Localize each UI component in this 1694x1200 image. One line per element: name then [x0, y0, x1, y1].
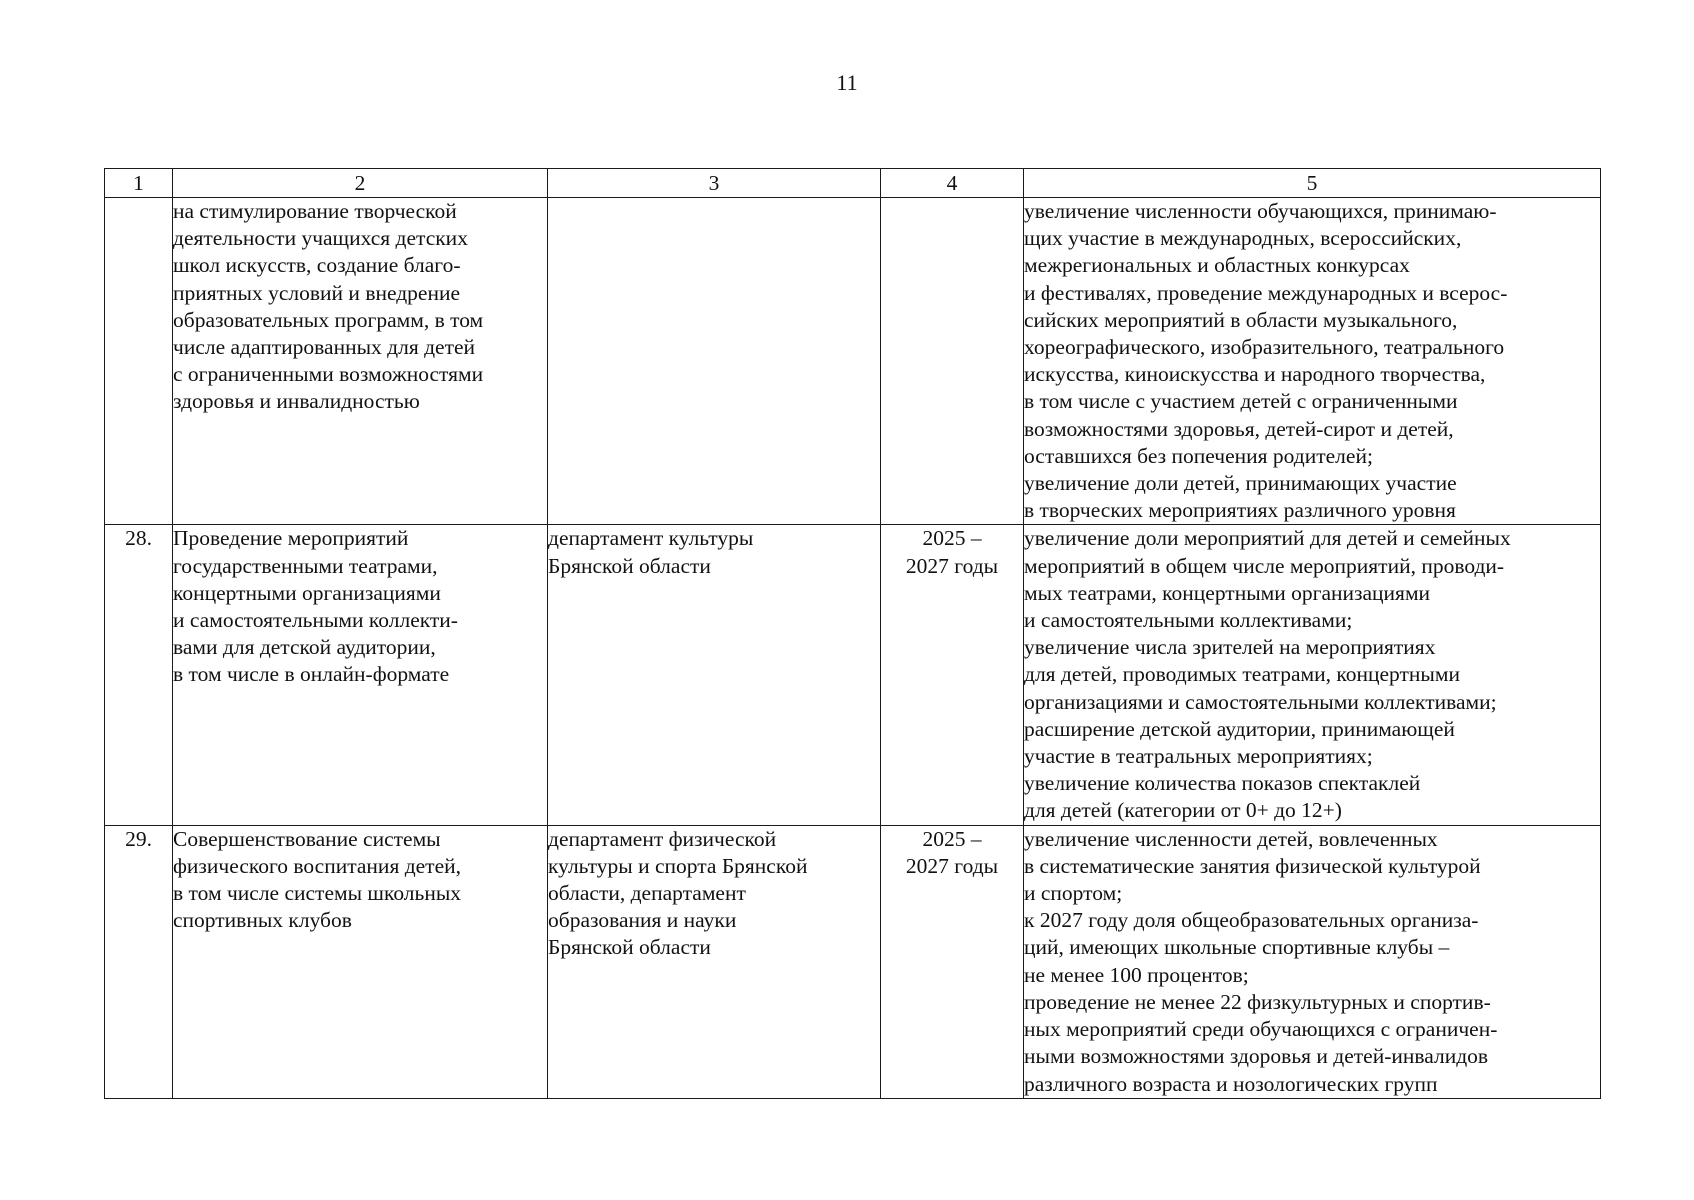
- result-cell-line: увеличение числа зрителей на мероприятиях: [1024, 635, 1436, 660]
- measure-cell-line: Совершенствование системы: [173, 826, 441, 851]
- result-cell-line: в систематические занятия физической культурой: [1024, 853, 1481, 878]
- result-cell-line: увеличение доли детей, принимающих участие: [1024, 471, 1457, 496]
- result-cell-line: увеличение количества показов спектаклей: [1024, 771, 1421, 796]
- measure-cell-line: на стимулирование творческой: [173, 199, 457, 223]
- period-cell-line: 2025 –: [922, 826, 982, 851]
- result-cell-line: оставшихся без попечения родителей;: [1024, 443, 1373, 468]
- executor-cell-line: культуры и спорта Брянской: [548, 853, 808, 878]
- result-cell-line: к 2027 году доля общеобразовательных организа-: [1024, 908, 1479, 933]
- measure-cell-line: в том числе системы школьных: [173, 881, 462, 906]
- period-cell: [881, 198, 1024, 525]
- row-number: 28.: [105, 525, 173, 825]
- result-cell-line: щих участие в международных, всероссийских,: [1024, 226, 1462, 251]
- executor-cell-line: Брянской области: [548, 553, 711, 578]
- measure-cell-line: с ограниченными возможностями: [173, 362, 484, 387]
- result-cell-line: и фестивалях, проведение международных и всерос-: [1024, 280, 1508, 305]
- result-cell-line: межрегиональных и областных конкурсах: [1024, 253, 1410, 278]
- result-cell-line: ными возможностями здоровья и детей-инвалидов: [1024, 1044, 1489, 1069]
- measure-cell-line: вами для детской аудитории,: [173, 635, 436, 660]
- result-cell-line: для детей, проводимых театрами, концертными: [1024, 662, 1460, 687]
- result-cell-line: увеличение численности детей, вовлеченных: [1024, 826, 1438, 851]
- row-number: 29.: [105, 825, 173, 1098]
- executor-cell: [548, 825, 881, 1098]
- header-col-3: 3: [548, 169, 881, 198]
- executor-cell-line: образования и науки: [548, 908, 737, 933]
- result-cell-line: ций, имеющих школьные спортивные клубы –: [1024, 935, 1450, 960]
- measure-cell: [173, 525, 548, 825]
- table-row: [105, 525, 1601, 825]
- result-cell-line: и спортом;: [1024, 881, 1123, 906]
- result-cell-line: возможностями здоровья, детей-сирот и детей,: [1024, 416, 1454, 441]
- result-cell: [1024, 525, 1601, 825]
- measure-cell-line: спортивных клубов: [173, 908, 352, 933]
- result-cell-line: мых театрами, концертными организациями: [1024, 580, 1431, 605]
- period-cell-line: 2027 годы: [905, 553, 999, 578]
- result-cell-line: ных мероприятий среди обучающихся с ограничен-: [1024, 1017, 1498, 1042]
- measure-cell-line: физического воспитания детей,: [173, 853, 462, 878]
- result-cell-line: хореографического, изобразительного, театрального: [1024, 335, 1505, 360]
- result-cell-line: для детей (категории от 0+ до 12+): [1024, 798, 1342, 823]
- table-row: [105, 198, 1601, 525]
- measure-cell-line: образовательных программ, в том: [173, 307, 484, 332]
- measures-table: [104, 168, 1601, 1099]
- executor-cell-line: области, департамент: [548, 881, 746, 906]
- executor-cell: [548, 198, 881, 525]
- executor-cell-line: Брянской области: [548, 935, 711, 960]
- result-cell-line: расширение детской аудитории, принимающей: [1024, 716, 1455, 741]
- header-col-2: 2: [173, 169, 548, 198]
- result-cell-line: увеличение численности обучающихся, принимаю-: [1024, 199, 1497, 223]
- executor-cell-line: департамент физической: [548, 826, 777, 851]
- result-cell-line: мероприятий в общем числе мероприятий, проводи-: [1024, 553, 1505, 578]
- measure-cell-line: концертными организациями: [173, 580, 441, 605]
- table-header: [105, 169, 1601, 198]
- result-cell-line: проведение не менее 22 физкультурных и спортив-: [1024, 989, 1491, 1014]
- period-cell: [881, 825, 1024, 1098]
- result-cell-line: искусства, киноискусства и народного творчества,: [1024, 362, 1486, 387]
- result-cell-line: участие в театральных мероприятиях;: [1024, 744, 1373, 769]
- period-cell-line: 2025 –: [922, 526, 982, 551]
- executor-cell-line: департамент культуры: [548, 526, 754, 551]
- measure-cell-line: и самостоятельными коллекти-: [173, 608, 458, 633]
- measure-cell-line: в том числе в онлайн-формате: [173, 662, 450, 687]
- result-cell: [1024, 825, 1601, 1098]
- result-cell-line: в творческих мероприятиях различного уровня: [1024, 498, 1456, 523]
- page-number: 11: [836, 70, 858, 95]
- result-cell-line: не менее 100 процентов;: [1024, 962, 1249, 987]
- measure-cell: [173, 825, 548, 1098]
- result-cell-line: различного возраста и нозологических групп: [1024, 1071, 1438, 1096]
- measure-cell-line: школ искусств, создание благо-: [173, 253, 461, 278]
- measure-cell-line: числе адаптированных для детей: [173, 335, 476, 360]
- measure-cell: [173, 198, 548, 525]
- measure-cell-line: здоровья и инвалидностью: [173, 389, 420, 414]
- measure-cell-line: приятных условий и внедрение: [173, 280, 461, 305]
- table-body: [105, 198, 1601, 1099]
- result-cell-line: и самостоятельными коллективами;: [1024, 608, 1353, 633]
- row-number: [105, 198, 173, 525]
- measure-cell-line: государственными театрами,: [173, 553, 438, 578]
- period-cell-line: 2027 годы: [905, 853, 999, 878]
- header-col-5: 5: [1024, 169, 1601, 198]
- measure-cell-line: деятельности учащихся детских: [173, 226, 468, 251]
- result-cell-line: организациями и самостоятельными коллективами;: [1024, 689, 1497, 714]
- table-row: [105, 825, 1601, 1098]
- header-col-4: 4: [881, 169, 1024, 198]
- header-row: [105, 169, 1601, 198]
- result-cell-line: сийских мероприятий в области музыкального,: [1024, 307, 1458, 332]
- result-cell-line: в том числе с участием детей с ограниченными: [1024, 389, 1458, 414]
- measure-cell-line: Проведение мероприятий: [173, 526, 409, 551]
- result-cell: [1024, 198, 1601, 525]
- executor-cell: [548, 525, 881, 825]
- header-col-1: 1: [105, 169, 173, 198]
- period-cell: [881, 525, 1024, 825]
- result-cell-line: увеличение доли мероприятий для детей и семейных: [1024, 526, 1511, 551]
